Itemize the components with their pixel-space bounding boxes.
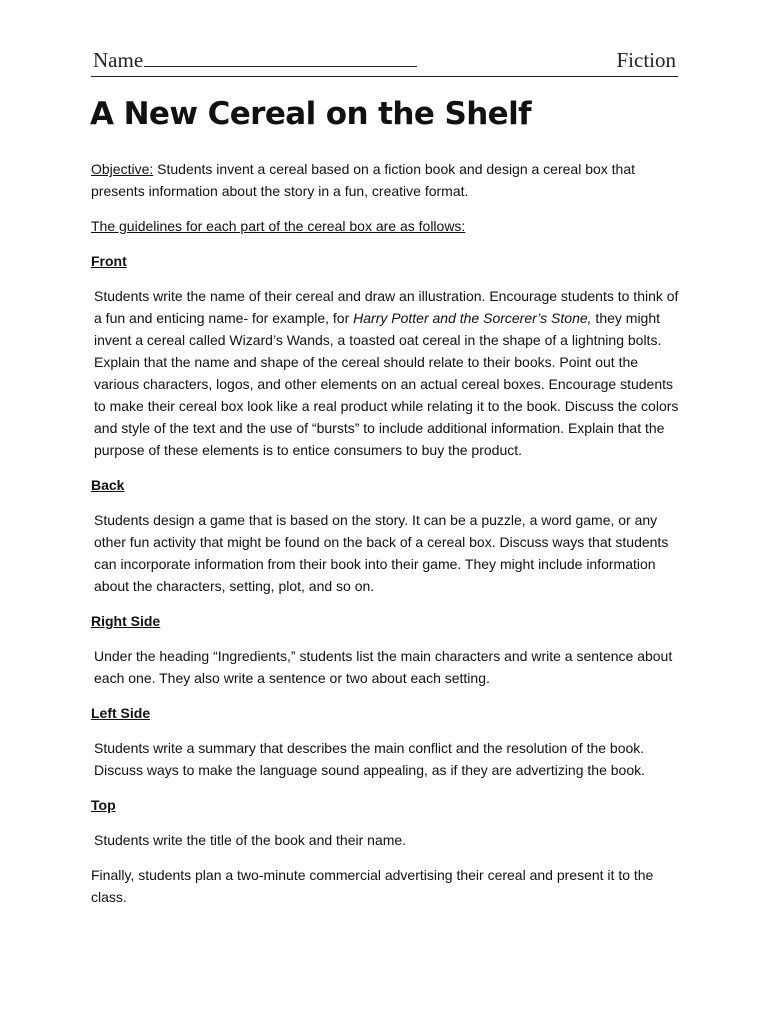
objective-paragraph (91, 158, 681, 202)
section-heading-top: Top (91, 797, 116, 813)
genre-label: Fiction (616, 48, 676, 72)
guidelines-intro: The guidelines for each part of the cereal box are as follows: (91, 218, 466, 234)
section-heading-back: Back (91, 477, 125, 493)
section-text-top: Students write the title of the book and their name. (94, 832, 407, 848)
closing-paragraph: Finally, students plan a two-minute commercial advertising their cereal and present it to the class. (91, 867, 654, 905)
section-heading-left-side: Left Side (91, 705, 151, 721)
section-text-left-side: Students write a summary that describes the main conflict and the resolution of the book. Discuss ways to make the language sound appealing, as if they are advertizing the book. (94, 740, 645, 778)
objective-text: Students invent a cereal based on a fiction book and design a cereal box that presents information about the story in a fun, creative format. (91, 161, 636, 199)
section-text-back: Students design a game that is based on the story. It can be a puzzle, a word game, or any other fun activity that might be found on the back of a cereal box. Discuss ways that students can incorporate information from their book into their game. They might include information about the characters, setting, plot, and so on. (94, 512, 669, 594)
name-label: Name (93, 48, 144, 72)
name-blank-line (144, 49, 417, 67)
worksheet-body (91, 158, 681, 908)
section-heading-right-side: Right Side (91, 613, 161, 629)
name-field (93, 48, 417, 73)
section-text-front (91, 285, 681, 461)
front-text-before: Students write the name of their cereal and draw an illustration. Encourage students to think of a fun and enticing name- for example, for (94, 288, 679, 326)
objective-label: Objective: (91, 161, 154, 177)
worksheet-header (91, 46, 678, 77)
section-heading-front: Front (91, 253, 127, 269)
front-text-after: they might invent a cereal called Wizard’s Wands, a toasted oat cereal in the shape of a lightning bolts. Explain that the name and shape of the cereal should relate to their books. Point out the various characters, logos, and other elements on an actual cereal boxes. Encourage students to make their cereal box look like a real product while relating it to the book. Discuss the colors and style of the text and the use of “bursts” to include additional information. Explain that the purpose of these elements is to entice consumers to buy the product. (94, 310, 679, 458)
book-title: Harry Potter and the Sorcerer’s Stone, (353, 310, 592, 326)
page-title: A New Cereal on the Shelf (90, 96, 532, 132)
section-text-right-side: Under the heading “Ingredients,” students list the main characters and write a sentence about each one. They also write a sentence or two about each setting. (94, 648, 673, 686)
